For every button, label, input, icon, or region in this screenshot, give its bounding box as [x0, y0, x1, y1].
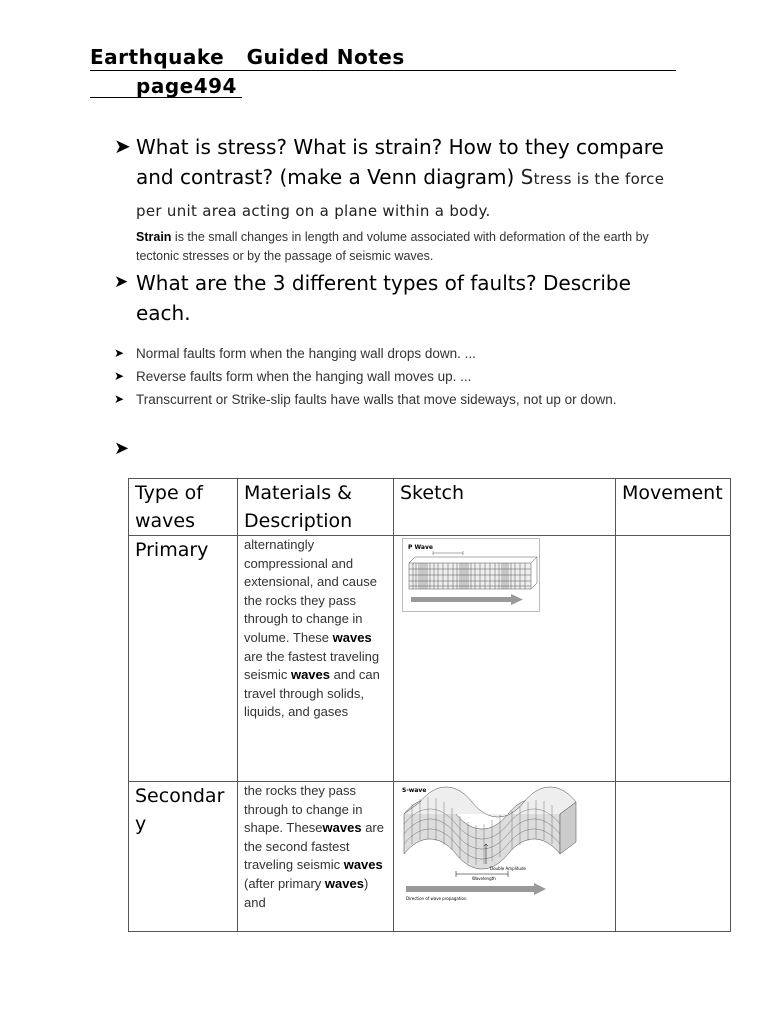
- row-primary-description: [238, 536, 394, 782]
- s-wave-label: S-wave: [402, 787, 427, 794]
- s-wave-amplitude-label: Double Amplitude: [490, 866, 526, 871]
- question-2: [114, 268, 684, 328]
- row-secondary-type: Secondary: [129, 782, 238, 932]
- desc-bold: waves: [332, 629, 372, 645]
- row-secondary-movement: [616, 782, 731, 932]
- waves-table: [128, 478, 731, 932]
- desc-text: ) and: [244, 875, 369, 910]
- desc-bold: waves: [324, 875, 364, 891]
- list-item: [114, 342, 754, 365]
- question-2-text: What are the 3 different types of faults? Describe each.: [136, 271, 631, 325]
- desc-bold: waves: [322, 820, 362, 836]
- header-description: Materials & Description: [238, 479, 394, 536]
- fault-reverse: Reverse faults form when the hanging wall moves up. ...: [136, 369, 472, 384]
- s-wave-wavelength-label: Wavelength: [472, 876, 496, 881]
- stress-cap: S: [520, 165, 534, 189]
- row-primary-movement: [616, 536, 731, 782]
- table-header-row: [129, 479, 731, 536]
- question-1: [114, 132, 684, 266]
- desc-text: are the second fastest traveling seismic: [244, 820, 384, 873]
- row-primary-sketch: [394, 536, 616, 782]
- arrow-bullet-icon: ➤: [114, 346, 125, 360]
- desc-bold: waves: [343, 857, 383, 873]
- list-item: [114, 388, 754, 411]
- table-row: [129, 536, 731, 782]
- question-1-block: [136, 132, 684, 226]
- header-sketch: Sketch: [394, 479, 616, 536]
- s-wave-diagram: [400, 784, 590, 904]
- header-movement: Movement: [616, 479, 731, 536]
- page-reference: page494: [90, 74, 242, 98]
- desc-text: (after primary: [244, 875, 325, 891]
- desc-text: are the fastest traveling seismic: [244, 648, 380, 683]
- strain-definition: [136, 228, 684, 266]
- desc-text: the rocks they pass through to change in shape. These: [244, 783, 363, 836]
- s-wave-direction-label: Direction of wave propagation: [406, 896, 467, 901]
- fault-strike-slip: Transcurrent or Strike-slip faults have walls that move sideways, not up or down.: [136, 392, 617, 407]
- p-wave-label: P Wave: [408, 544, 433, 551]
- p-wave-diagram: [402, 538, 540, 612]
- table-row: [129, 782, 731, 932]
- stress-definition: tress is the force per unit area acting on a plane within a body.: [136, 170, 665, 220]
- document-title-text: Earthquake Guided Notes: [90, 45, 405, 69]
- desc-text: and can travel through solids, liquids, and gases: [244, 667, 380, 720]
- arrow-bullet-icon: ➤: [114, 272, 129, 292]
- list-item: [114, 365, 754, 388]
- desc-bold: waves: [290, 667, 330, 683]
- p-wave-illustration: [403, 539, 539, 611]
- question-1-text: What is stress? What is strain? How to they compare and contrast? (make a Venn diagram): [136, 135, 664, 189]
- row-secondary-sketch: [394, 782, 616, 932]
- arrow-bullet-icon: ➤: [114, 369, 125, 383]
- row-primary-type: Primary: [129, 536, 238, 782]
- arrow-bullet-icon: ➤: [114, 392, 125, 406]
- strain-definition-text: is the small changes in length and volume associated with deformation of the earth by tectonic stresses or by the passage of seismic waves.: [136, 230, 649, 263]
- desc-text: alternatingly compressional and extensional, and cause the rocks they pass through to change in volume. These: [244, 537, 377, 645]
- arrow-bullet-icon: ➤: [114, 134, 131, 158]
- fault-normal: Normal faults form when the hanging wall drops down. ...: [136, 346, 476, 361]
- row-secondary-description: [238, 782, 394, 932]
- fault-list: [114, 342, 754, 411]
- strain-word: Strain: [136, 230, 172, 244]
- header-type: Type of waves: [129, 479, 238, 536]
- arrow-bullet-icon: ➤: [114, 438, 130, 459]
- document-title: [90, 44, 676, 71]
- s-wave-illustration: [400, 784, 590, 904]
